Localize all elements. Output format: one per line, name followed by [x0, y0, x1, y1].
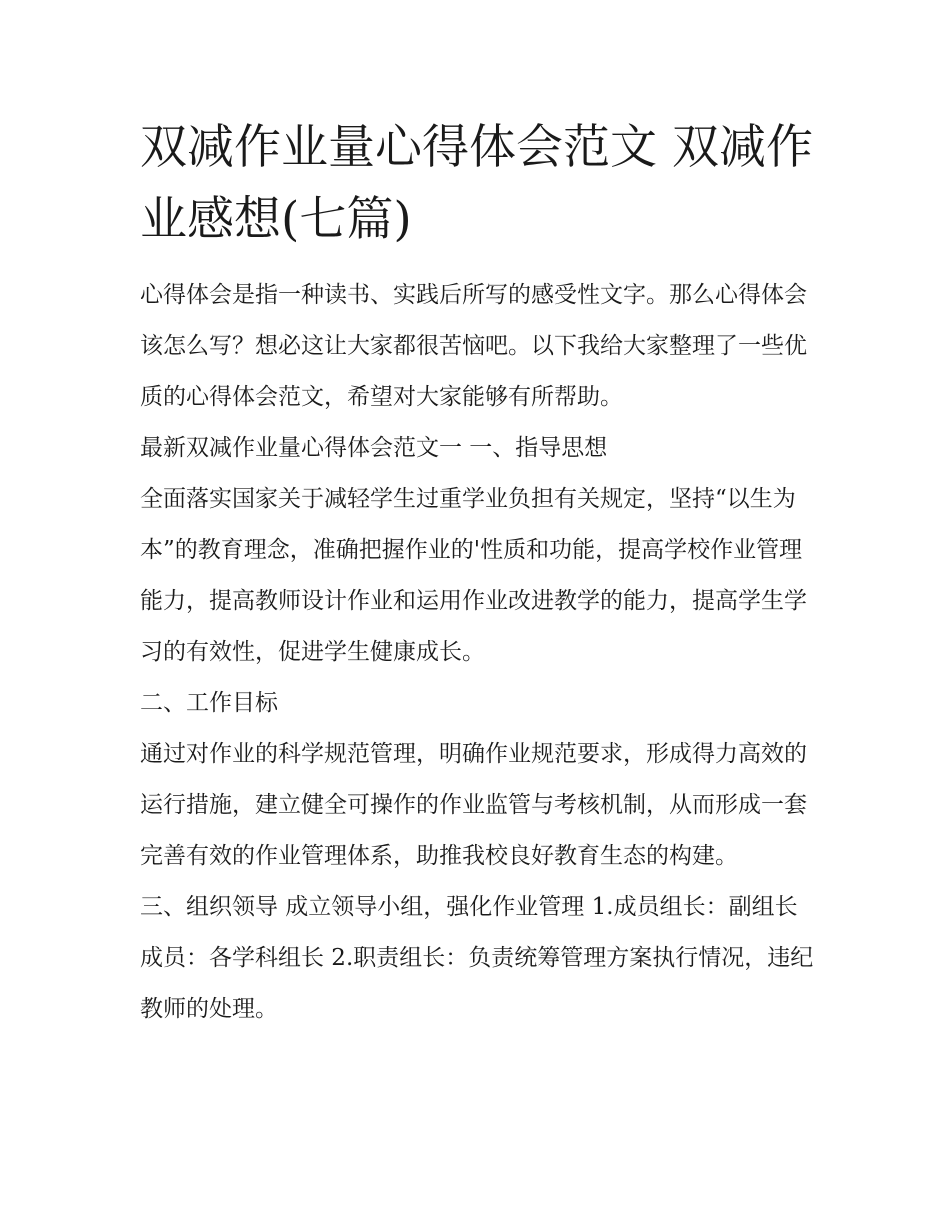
- section3-paragraph: 三、组织领导 成立领导小组，强化作业管理 1.成员组长：副组长成员：各学科组长 2.职责组长：负责统筹管理方案执行情况，违纪教师的处理。: [140, 894, 814, 1022]
- section2-heading: 二、工作目标: [140, 690, 278, 716]
- document-page: [140, 112, 820, 1035]
- section1-paragraph: 全面落实国家关于减轻学生过重学业负担有关规定，坚持“以生为本”的教育理念，准确把握作业的'性质和功能，提高学校作业管理能力，提高教师设计作业和运用作业改进教学的能力，提高学生学习的有效性，促进学生健康成长。: [140, 486, 807, 665]
- section2-paragraph: 通过对作业的科学规范管理，明确作业规范要求，形成得力高效的运行措施，建立健全可操作的作业监管与考核机制，从而形成一套完善有效的作业管理体系，助推我校良好教育生态的构建。: [140, 741, 807, 869]
- section1-heading: 最新双减作业量心得体会范文一 一、指导思想: [140, 435, 608, 461]
- intro-paragraph: 心得体会是指一种读书、实践后所写的感受性文字。那么心得体会该怎么写？想必这让大家都很苦恼吧。以下我给大家整理了一些优质的心得体会范文，希望对大家能够有所帮助。: [140, 282, 807, 410]
- document-title: 双减作业量心得体会范文 双减作业感想(七篇): [140, 120, 813, 247]
